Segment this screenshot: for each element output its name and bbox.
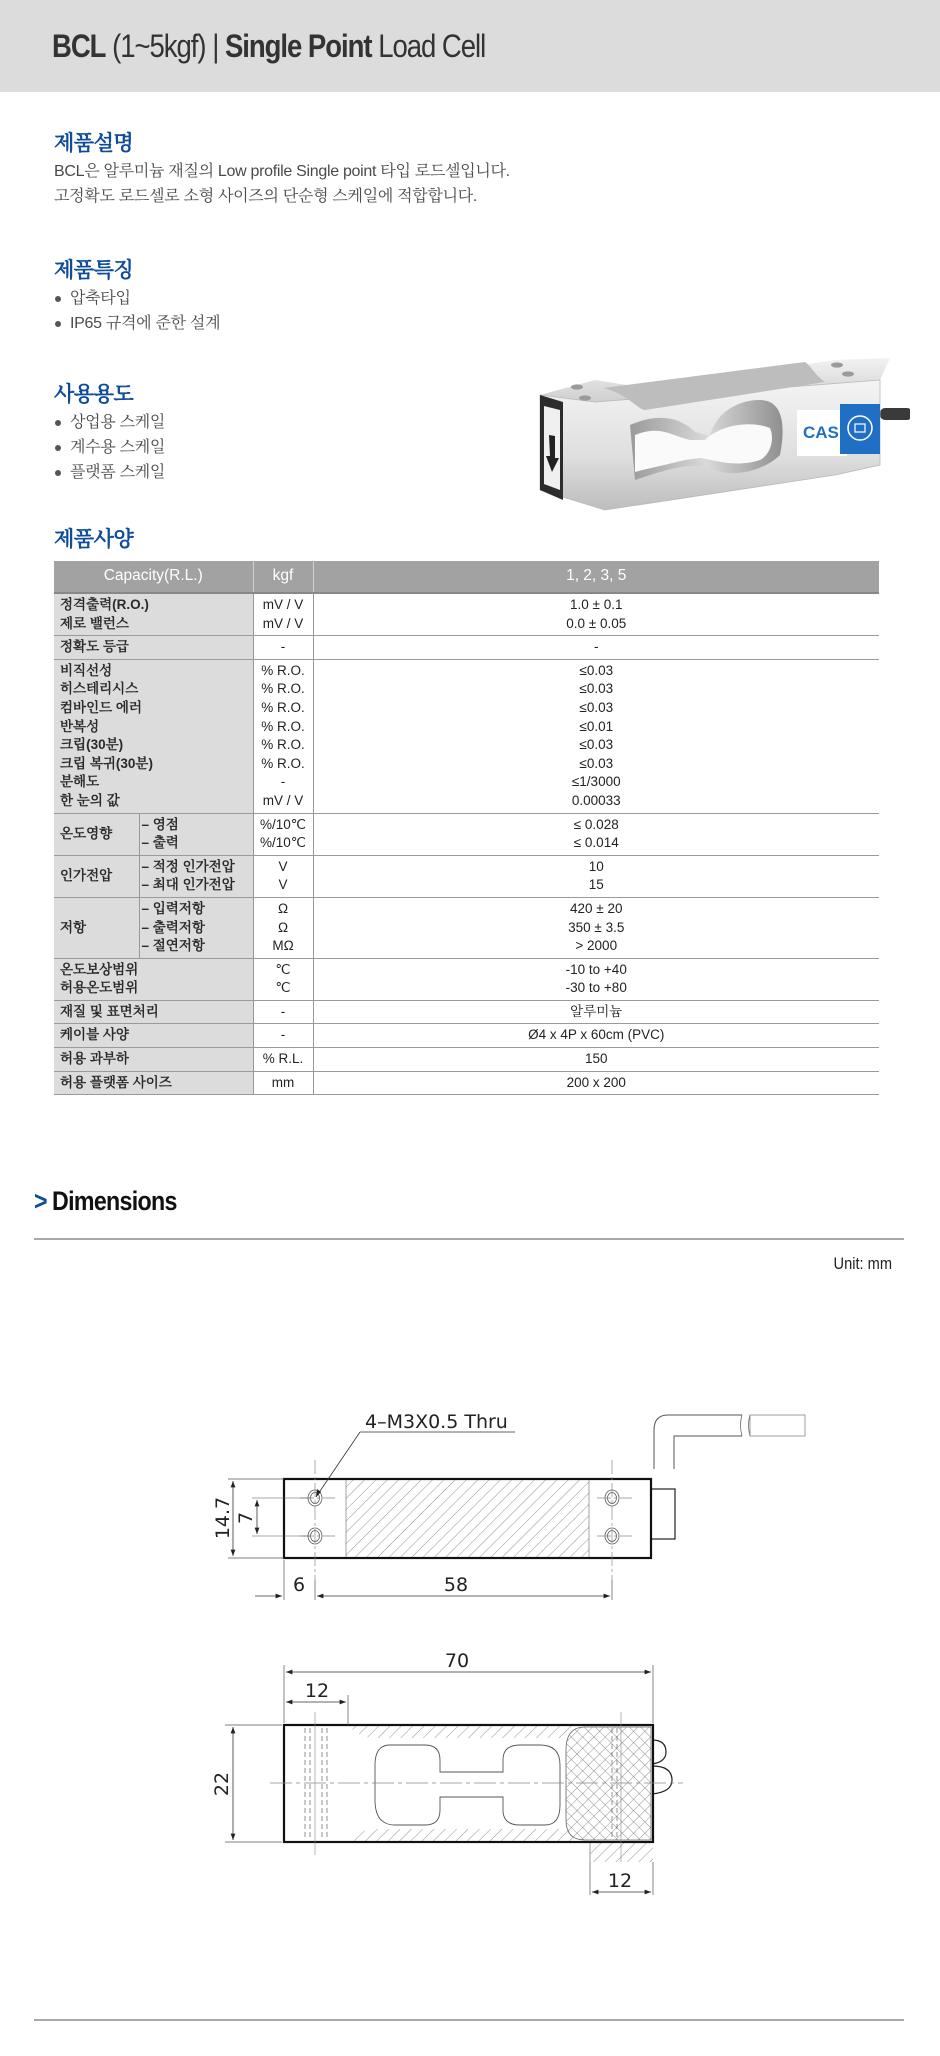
unit-line: % R.O. bbox=[261, 699, 305, 715]
unit-line: % R.O. bbox=[261, 755, 305, 771]
unit-line: mV / V bbox=[262, 792, 304, 808]
row-unit bbox=[253, 659, 313, 813]
value-line: ≤0.03 bbox=[579, 681, 614, 697]
row-value bbox=[313, 958, 879, 1000]
list-item: IP65 규격에 준한 설계 bbox=[54, 311, 220, 336]
row-unit: - bbox=[253, 636, 313, 660]
label-line: 한 눈의 값 bbox=[60, 792, 120, 808]
value-line: 15 bbox=[588, 877, 604, 893]
value-line: 1.0 ± 0.1 bbox=[570, 597, 623, 612]
model-name: BCL bbox=[52, 28, 106, 64]
value-line: ≤ 0.014 bbox=[573, 835, 619, 851]
value-line: ≤ 0.028 bbox=[573, 816, 619, 832]
spec-table bbox=[54, 561, 879, 1095]
value-line: ≤1/3000 bbox=[571, 774, 621, 790]
value-line: 350 ± 3.5 bbox=[568, 919, 625, 935]
row-value: 150 bbox=[313, 1048, 879, 1072]
value-line: -10 to +40 bbox=[565, 961, 627, 977]
features-list bbox=[54, 286, 220, 336]
description-heading: 제품설명 bbox=[54, 132, 134, 155]
row-unit: % R.L. bbox=[253, 1048, 313, 1072]
sub-label: – 절연저항 bbox=[141, 938, 205, 954]
page-title bbox=[52, 28, 485, 65]
dimensions-heading bbox=[34, 1186, 177, 1217]
sub-label: – 출력 bbox=[141, 835, 179, 851]
label-line: 히스테리시스 bbox=[60, 681, 139, 697]
hole-spacing-h-label: 58 bbox=[443, 1574, 469, 1596]
unit-line: mV / V bbox=[262, 597, 304, 612]
unit-line: ℃ bbox=[275, 961, 291, 977]
list-item: 계수용 스케일 bbox=[54, 435, 165, 460]
row-label bbox=[54, 593, 253, 636]
row-label: 재질 및 표면처리 bbox=[54, 1000, 253, 1024]
row-unit: mm bbox=[253, 1071, 313, 1095]
list-item: 상업용 스케일 bbox=[54, 410, 165, 435]
section-divider bbox=[34, 1238, 904, 1240]
row-unit: - bbox=[253, 1000, 313, 1024]
applications-heading: 사용용도 bbox=[54, 383, 134, 406]
applications-list bbox=[54, 410, 165, 485]
spec-header-row bbox=[54, 561, 879, 593]
row-label bbox=[54, 958, 253, 1000]
unit-line: V bbox=[278, 877, 288, 893]
row-value: 알루미늄 bbox=[313, 1000, 879, 1024]
row-sub-labels bbox=[139, 897, 253, 958]
sub-label: – 입력저항 bbox=[141, 900, 205, 916]
row-sub-labels bbox=[139, 813, 253, 855]
table-row bbox=[54, 1000, 879, 1024]
label-line: 크립(30분) bbox=[60, 737, 124, 753]
row-label bbox=[54, 659, 253, 813]
label-line: 허용온도범위 bbox=[60, 980, 139, 996]
unit-line: ℃ bbox=[275, 980, 291, 996]
unit-line: %/10℃ bbox=[260, 816, 306, 832]
hole-spacing-v-label: 7 bbox=[235, 1511, 257, 1525]
label-line: 분해도 bbox=[60, 774, 100, 790]
row-group-label: 인가전압 bbox=[54, 855, 139, 897]
table-row bbox=[54, 1071, 879, 1095]
capacity-range: (1~5kgf) bbox=[112, 28, 206, 64]
row-unit bbox=[253, 813, 313, 855]
value-line: ≤0.01 bbox=[579, 718, 614, 734]
top-view bbox=[212, 1411, 805, 1600]
page-header bbox=[0, 0, 940, 92]
row-unit bbox=[253, 958, 313, 1000]
value-line: 10 bbox=[588, 858, 604, 874]
features-heading: 제품특징 bbox=[54, 259, 134, 282]
unit-line: V bbox=[278, 858, 288, 874]
hole-note-label: 4–M3X0.5 Thru bbox=[365, 1411, 508, 1433]
value-line: 0.00033 bbox=[571, 792, 621, 808]
value-line: ≤0.03 bbox=[579, 662, 614, 678]
table-row bbox=[54, 593, 879, 636]
description-line: 고정확도 로드셀로 소형 사이즈의 단순형 스케일에 적합합니다. bbox=[54, 188, 478, 205]
header-capacity: Capacity(R.L.) bbox=[54, 561, 253, 593]
list-item: 압축타입 bbox=[54, 286, 220, 311]
footer-divider bbox=[34, 2019, 904, 2021]
svg-text:CAS: CAS bbox=[803, 423, 839, 442]
table-row bbox=[54, 1024, 879, 1048]
type-light: Load Cell bbox=[378, 28, 486, 64]
row-value bbox=[313, 813, 879, 855]
dimension-drawing bbox=[0, 1380, 940, 1980]
unit-line: MΩ bbox=[272, 938, 294, 954]
table-row bbox=[54, 659, 879, 813]
unit-label: Unit: mm bbox=[833, 1254, 892, 1273]
row-label: 허용 플랫폼 사이즈 bbox=[54, 1071, 253, 1095]
side-view bbox=[211, 1650, 683, 1895]
row-value bbox=[313, 897, 879, 958]
chevron-right-icon: > bbox=[34, 1186, 47, 1216]
table-row bbox=[54, 813, 879, 855]
value-line: 420 ± 20 bbox=[570, 900, 623, 916]
spec-heading: 제품사양 bbox=[54, 528, 134, 551]
description-text bbox=[54, 159, 510, 209]
label-line: 컴바인드 에러 bbox=[60, 699, 142, 715]
unit-line: % R.O. bbox=[261, 662, 305, 678]
height-dim-label: 14.7 bbox=[212, 1496, 234, 1540]
table-row bbox=[54, 855, 879, 897]
unit-line: % R.O. bbox=[261, 737, 305, 753]
row-unit bbox=[253, 897, 313, 958]
sub-label: – 적정 인가전압 bbox=[141, 858, 235, 874]
row-label: 허용 과부하 bbox=[54, 1048, 253, 1072]
label-line: 크립 복귀(30분) bbox=[60, 755, 153, 771]
sub-label: – 최대 인가전압 bbox=[141, 877, 235, 893]
table-row bbox=[54, 897, 879, 958]
length-dim-label: 70 bbox=[444, 1650, 470, 1672]
label-line: 비직선성 bbox=[60, 662, 113, 678]
row-sub-labels bbox=[139, 855, 253, 897]
edge-offset-label: 6 bbox=[292, 1574, 306, 1596]
unit-line: mV / V bbox=[262, 615, 304, 631]
table-row bbox=[54, 636, 879, 660]
header-unit: kgf bbox=[253, 561, 313, 593]
row-label: 케이블 사양 bbox=[54, 1024, 253, 1048]
value-line: ≤0.03 bbox=[579, 737, 614, 753]
table-row bbox=[54, 1048, 879, 1072]
row-unit bbox=[253, 593, 313, 636]
value-line: -30 to +80 bbox=[565, 980, 627, 996]
header-values: 1, 2, 3, 5 bbox=[313, 561, 879, 593]
left-block-dim-label: 12 bbox=[304, 1680, 330, 1702]
unit-line: Ω bbox=[277, 900, 289, 916]
row-value: Ø4 x 4P x 60cm (PVC) bbox=[313, 1024, 879, 1048]
title-separator: | bbox=[212, 28, 219, 64]
label-line: 제로 밸런스 bbox=[60, 615, 129, 631]
unit-line: Ω bbox=[277, 919, 289, 935]
value-line: ≤0.03 bbox=[579, 699, 614, 715]
row-group-label: 온도영향 bbox=[54, 813, 139, 855]
cable-stub bbox=[880, 408, 910, 420]
value-line: ≤0.03 bbox=[579, 755, 614, 771]
row-unit: - bbox=[253, 1024, 313, 1048]
unit-line: % R.O. bbox=[261, 718, 305, 734]
label-line: 온도보상범위 bbox=[60, 961, 139, 977]
row-label: 정확도 등급 bbox=[54, 636, 253, 660]
row-value bbox=[313, 855, 879, 897]
row-unit bbox=[253, 855, 313, 897]
sub-label: – 영점 bbox=[141, 816, 179, 832]
cas-logo-label bbox=[797, 404, 880, 456]
value-line: 0.0 ± 0.05 bbox=[566, 615, 627, 631]
label-line: 반복성 bbox=[60, 718, 100, 734]
type-bold: Single Point bbox=[224, 28, 372, 64]
table-row bbox=[54, 958, 879, 1000]
unit-line: %/10℃ bbox=[260, 835, 306, 851]
unit-line: % R.O. bbox=[261, 681, 305, 697]
row-value bbox=[313, 593, 879, 636]
load-cell-product-image bbox=[535, 340, 910, 515]
row-value: 200 x 200 bbox=[313, 1071, 879, 1095]
description-line: BCL은 알루미늄 재질의 Low profile Single point 타입 로드셀입니다. bbox=[54, 163, 510, 180]
right-block-dim-label: 12 bbox=[607, 1870, 633, 1892]
list-item: 플랫폼 스케일 bbox=[54, 460, 165, 485]
label-line: 정격출력(R.O.) bbox=[60, 597, 149, 612]
row-value bbox=[313, 659, 879, 813]
value-line: > 2000 bbox=[575, 938, 618, 954]
sub-label: – 출력저항 bbox=[141, 919, 205, 935]
row-group-label: 저항 bbox=[54, 897, 139, 958]
unit-line: - bbox=[280, 774, 286, 790]
row-value: - bbox=[313, 636, 879, 660]
height-dim-label: 22 bbox=[211, 1771, 233, 1797]
dimensions-title: Dimensions bbox=[52, 1186, 177, 1216]
